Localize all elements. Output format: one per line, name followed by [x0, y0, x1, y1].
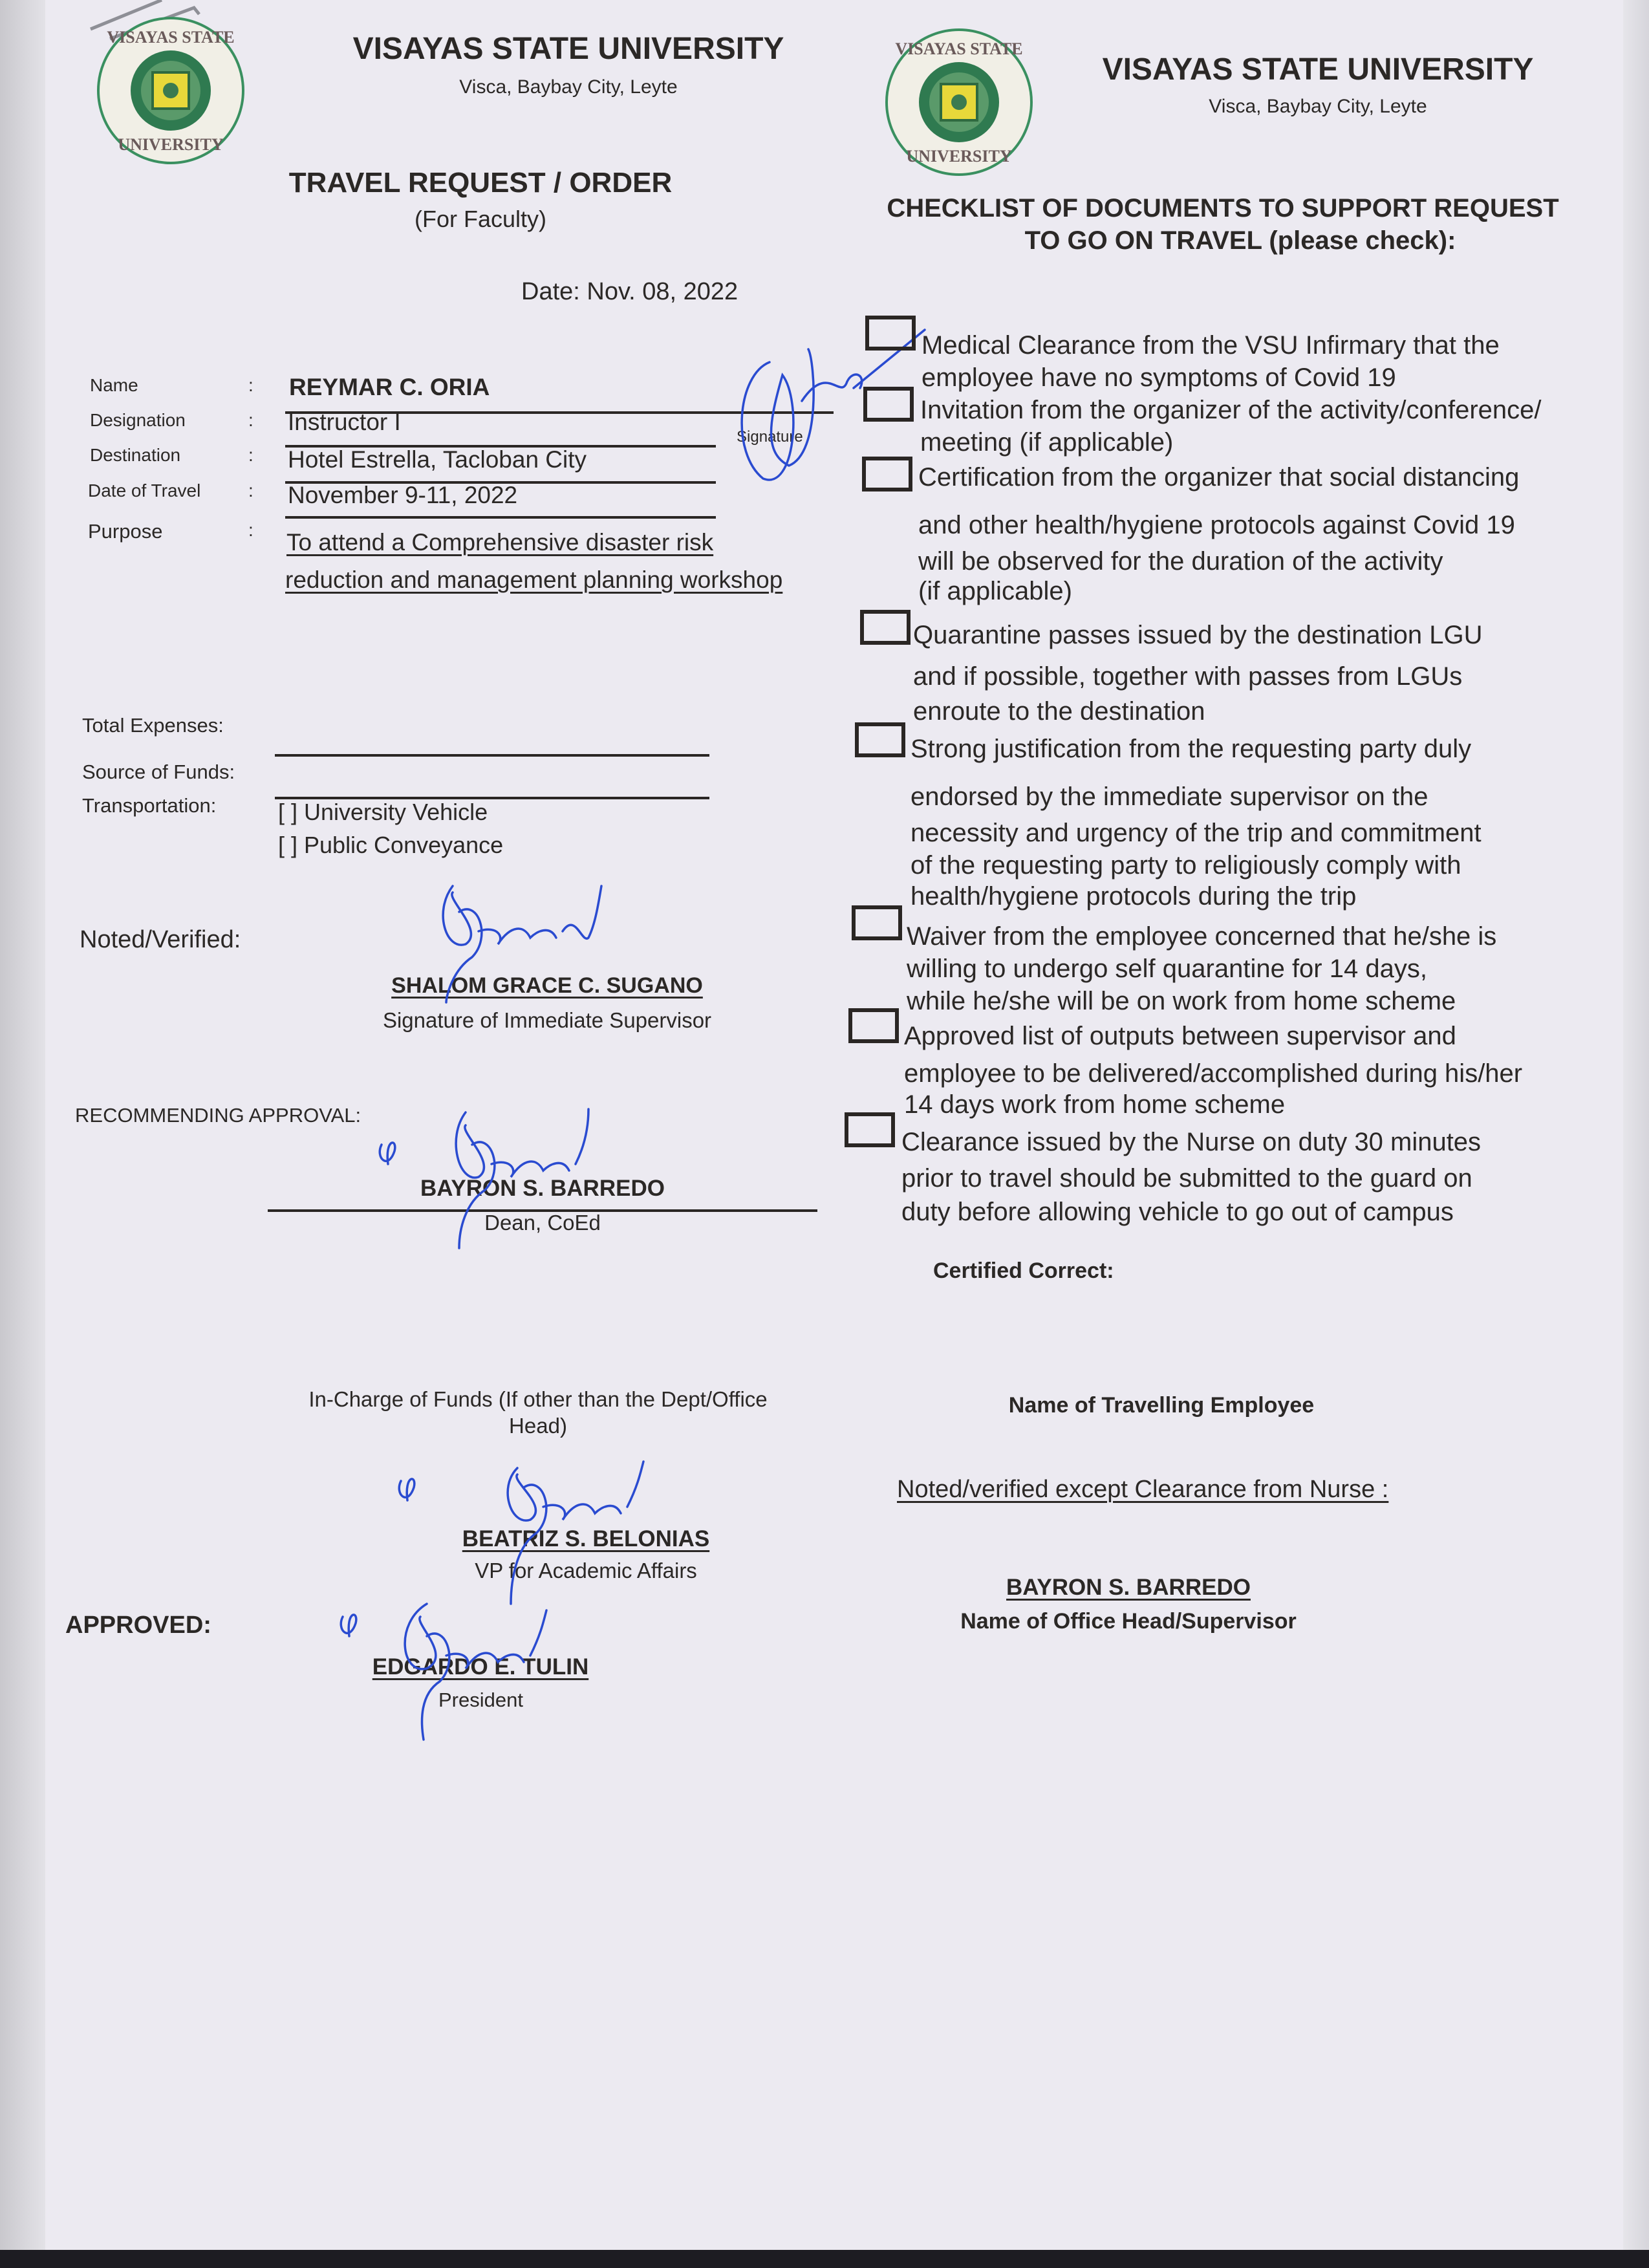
form-subtitle: (For Faculty) — [414, 206, 547, 232]
transport-option-public-conveyance[interactable]: [ ] Public Conveyance — [278, 832, 504, 858]
checklist-checkbox[interactable] — [863, 387, 914, 422]
date-of-travel-value: November 9-11, 2022 — [288, 482, 518, 508]
checklist-checkbox[interactable] — [848, 1008, 899, 1043]
checklist-item-text: (if applicable) — [918, 577, 1072, 605]
recommending-approval-label: RECOMMENDING APPROVAL: — [75, 1104, 361, 1127]
funds-incharge-label-line-1: In-Charge of Funds (If other than the Dept/Office — [308, 1387, 768, 1411]
certified-correct-label: Certified Correct: — [933, 1258, 1114, 1283]
checklist-item-text: employee have no symptoms of Covid 19 — [921, 363, 1396, 392]
office-head-name: BAYRON S. BARREDO — [1006, 1575, 1251, 1600]
checklist-item-text: and if possible, together with passes from LGUs — [913, 662, 1463, 691]
checklist-checkbox[interactable] — [860, 610, 911, 645]
supervisor-role: Signature of Immediate Supervisor — [382, 1008, 712, 1032]
checklist-item-text: Strong justification from the requesting party duly — [911, 735, 1472, 763]
checklist-checkbox[interactable] — [855, 722, 905, 757]
request-date: Date: Nov. 08, 2022 — [521, 278, 738, 305]
university-name-right: VISAYAS STATE UNIVERSITY — [1102, 52, 1534, 87]
vp-role: VP for Academic Affairs — [475, 1559, 697, 1582]
transportation-label: Transportation: — [82, 794, 217, 817]
checklist-item-text: Waiver from the employee concerned that he/she is — [907, 922, 1497, 951]
scan-edge-left — [0, 0, 45, 2268]
checklist-item-text: Certification from the organizer that social distancing — [918, 463, 1520, 491]
total-expenses-label: Total Expenses: — [82, 714, 224, 737]
checklist-item-text: employee to be delivered/accomplished during his/her — [904, 1059, 1523, 1088]
source-of-funds-label: Source of Funds: — [82, 761, 235, 783]
total-expenses-line — [275, 754, 709, 757]
university-seal-logo-right — [883, 26, 1035, 178]
svg-text:VISAYAS STATE: VISAYAS STATE — [895, 39, 1023, 58]
checklist-item-text: Quarantine passes issued by the destination LGU — [913, 621, 1483, 649]
scan-edge-right — [1623, 0, 1649, 2268]
purpose-line-1: To attend a Comprehensive disaster risk — [286, 529, 714, 556]
destination-label: Destination — [90, 445, 181, 465]
designation-label: Designation — [90, 410, 186, 430]
checklist-item-text: Invitation from the organizer of the activity/conference/ — [920, 396, 1542, 424]
name-label: Name — [90, 375, 138, 395]
noted-verified-label: Noted/Verified: — [80, 926, 241, 953]
checklist-item-text: while he/she will be on work from home scheme — [907, 987, 1456, 1015]
university-seal-logo-left — [94, 14, 247, 167]
checklist-item-text: meeting (if applicable) — [920, 428, 1174, 457]
university-address: Visca, Baybay City, Leyte — [459, 76, 678, 98]
name-value: REYMAR C. ORIA — [289, 374, 490, 400]
colon: : — [248, 481, 253, 501]
checklist-title-line-2: TO GO ON TRAVEL (please check): — [1024, 226, 1456, 255]
supervisor-name: SHALOM GRACE C. SUGANO — [391, 973, 703, 998]
dean-role: Dean, CoEd — [484, 1211, 601, 1235]
checklist-item-text: necessity and urgency of the trip and commitment — [911, 819, 1482, 847]
colon: : — [248, 410, 253, 430]
university-address-right: Visca, Baybay City, Leyte — [1209, 96, 1427, 117]
university-name: VISAYAS STATE UNIVERSITY — [352, 32, 784, 66]
destination-value: Hotel Estrella, Tacloban City — [288, 446, 587, 473]
checklist-item-text: endorsed by the immediate supervisor on the — [911, 783, 1428, 811]
form-title: TRAVEL REQUEST / ORDER — [288, 167, 673, 199]
checklist-item-text: willing to undergo self quarantine for 14 days, — [907, 955, 1427, 983]
dean-signature — [369, 1099, 601, 1248]
approved-label: APPROVED: — [65, 1612, 211, 1639]
travelling-employee-label: Name of Travelling Employee — [1008, 1393, 1315, 1418]
checklist-item-text: of the requesting party to religiously comply with — [911, 851, 1461, 880]
colon: : — [248, 445, 253, 465]
checklist-item-text: Approved list of outputs between supervisor and — [904, 1022, 1456, 1050]
colon: : — [248, 520, 253, 540]
president-name: EDGARDO E. TULIN — [372, 1654, 589, 1679]
date-of-travel-label: Date of Travel — [88, 481, 201, 501]
checklist-item-text: enroute to the destination — [913, 697, 1205, 726]
date-of-travel-underline — [285, 516, 716, 519]
signature-label: Signature — [737, 428, 803, 446]
checklist-checkbox[interactable] — [852, 905, 902, 940]
checklist-item-text: 14 days work from home scheme — [904, 1090, 1286, 1119]
checklist-item-text: Medical Clearance from the VSU Infirmary that the — [921, 331, 1500, 360]
office-head-role: Name of Office Head/Supervisor — [960, 1609, 1297, 1634]
checklist-item-text: duty before allowing vehicle to go out of campus — [901, 1198, 1454, 1226]
supervisor-signature — [427, 873, 634, 1002]
transport-option-university-vehicle[interactable]: [ ] University Vehicle — [278, 799, 488, 825]
svg-text:UNIVERSITY: UNIVERSITY — [906, 147, 1012, 166]
funds-incharge-label-line-2: Head) — [509, 1414, 567, 1438]
president-role: President — [438, 1689, 523, 1711]
designation-value: Instructor I — [288, 409, 401, 435]
scan-edge-bottom — [0, 2250, 1649, 2268]
noted-except-nurse-label: Noted/verified except Clearance from Nurse : — [897, 1476, 1389, 1503]
svg-text:UNIVERSITY: UNIVERSITY — [118, 135, 224, 154]
checklist-item-text: Clearance issued by the Nurse on duty 30 minutes — [901, 1128, 1482, 1156]
checklist-item-text: will be observed for the duration of the activity — [918, 547, 1443, 576]
purpose-label: Purpose — [88, 520, 163, 543]
dean-name: BAYRON S. BARREDO — [420, 1176, 665, 1201]
checklist-item-text: prior to travel should be submitted to the guard on — [901, 1164, 1472, 1193]
purpose-line-2: reduction and management planning workshop — [285, 567, 783, 593]
president-signature — [330, 1591, 576, 1746]
vp-name: BEATRIZ S. BELONIAS — [462, 1526, 710, 1551]
checklist-checkbox[interactable] — [845, 1112, 895, 1147]
checklist-item-text: and other health/hygiene protocols against Covid 19 — [918, 511, 1515, 539]
colon: : — [248, 375, 253, 395]
checklist-checkbox[interactable] — [862, 457, 912, 491]
checklist-checkbox[interactable] — [865, 316, 916, 351]
vp-signature — [388, 1449, 660, 1610]
checklist-item-text: health/hygiene protocols during the trip — [911, 882, 1357, 911]
checklist-title-line-1: CHECKLIST OF DOCUMENTS TO SUPPORT REQUEST — [887, 194, 1559, 222]
svg-text:VISAYAS STATE: VISAYAS STATE — [107, 28, 235, 47]
